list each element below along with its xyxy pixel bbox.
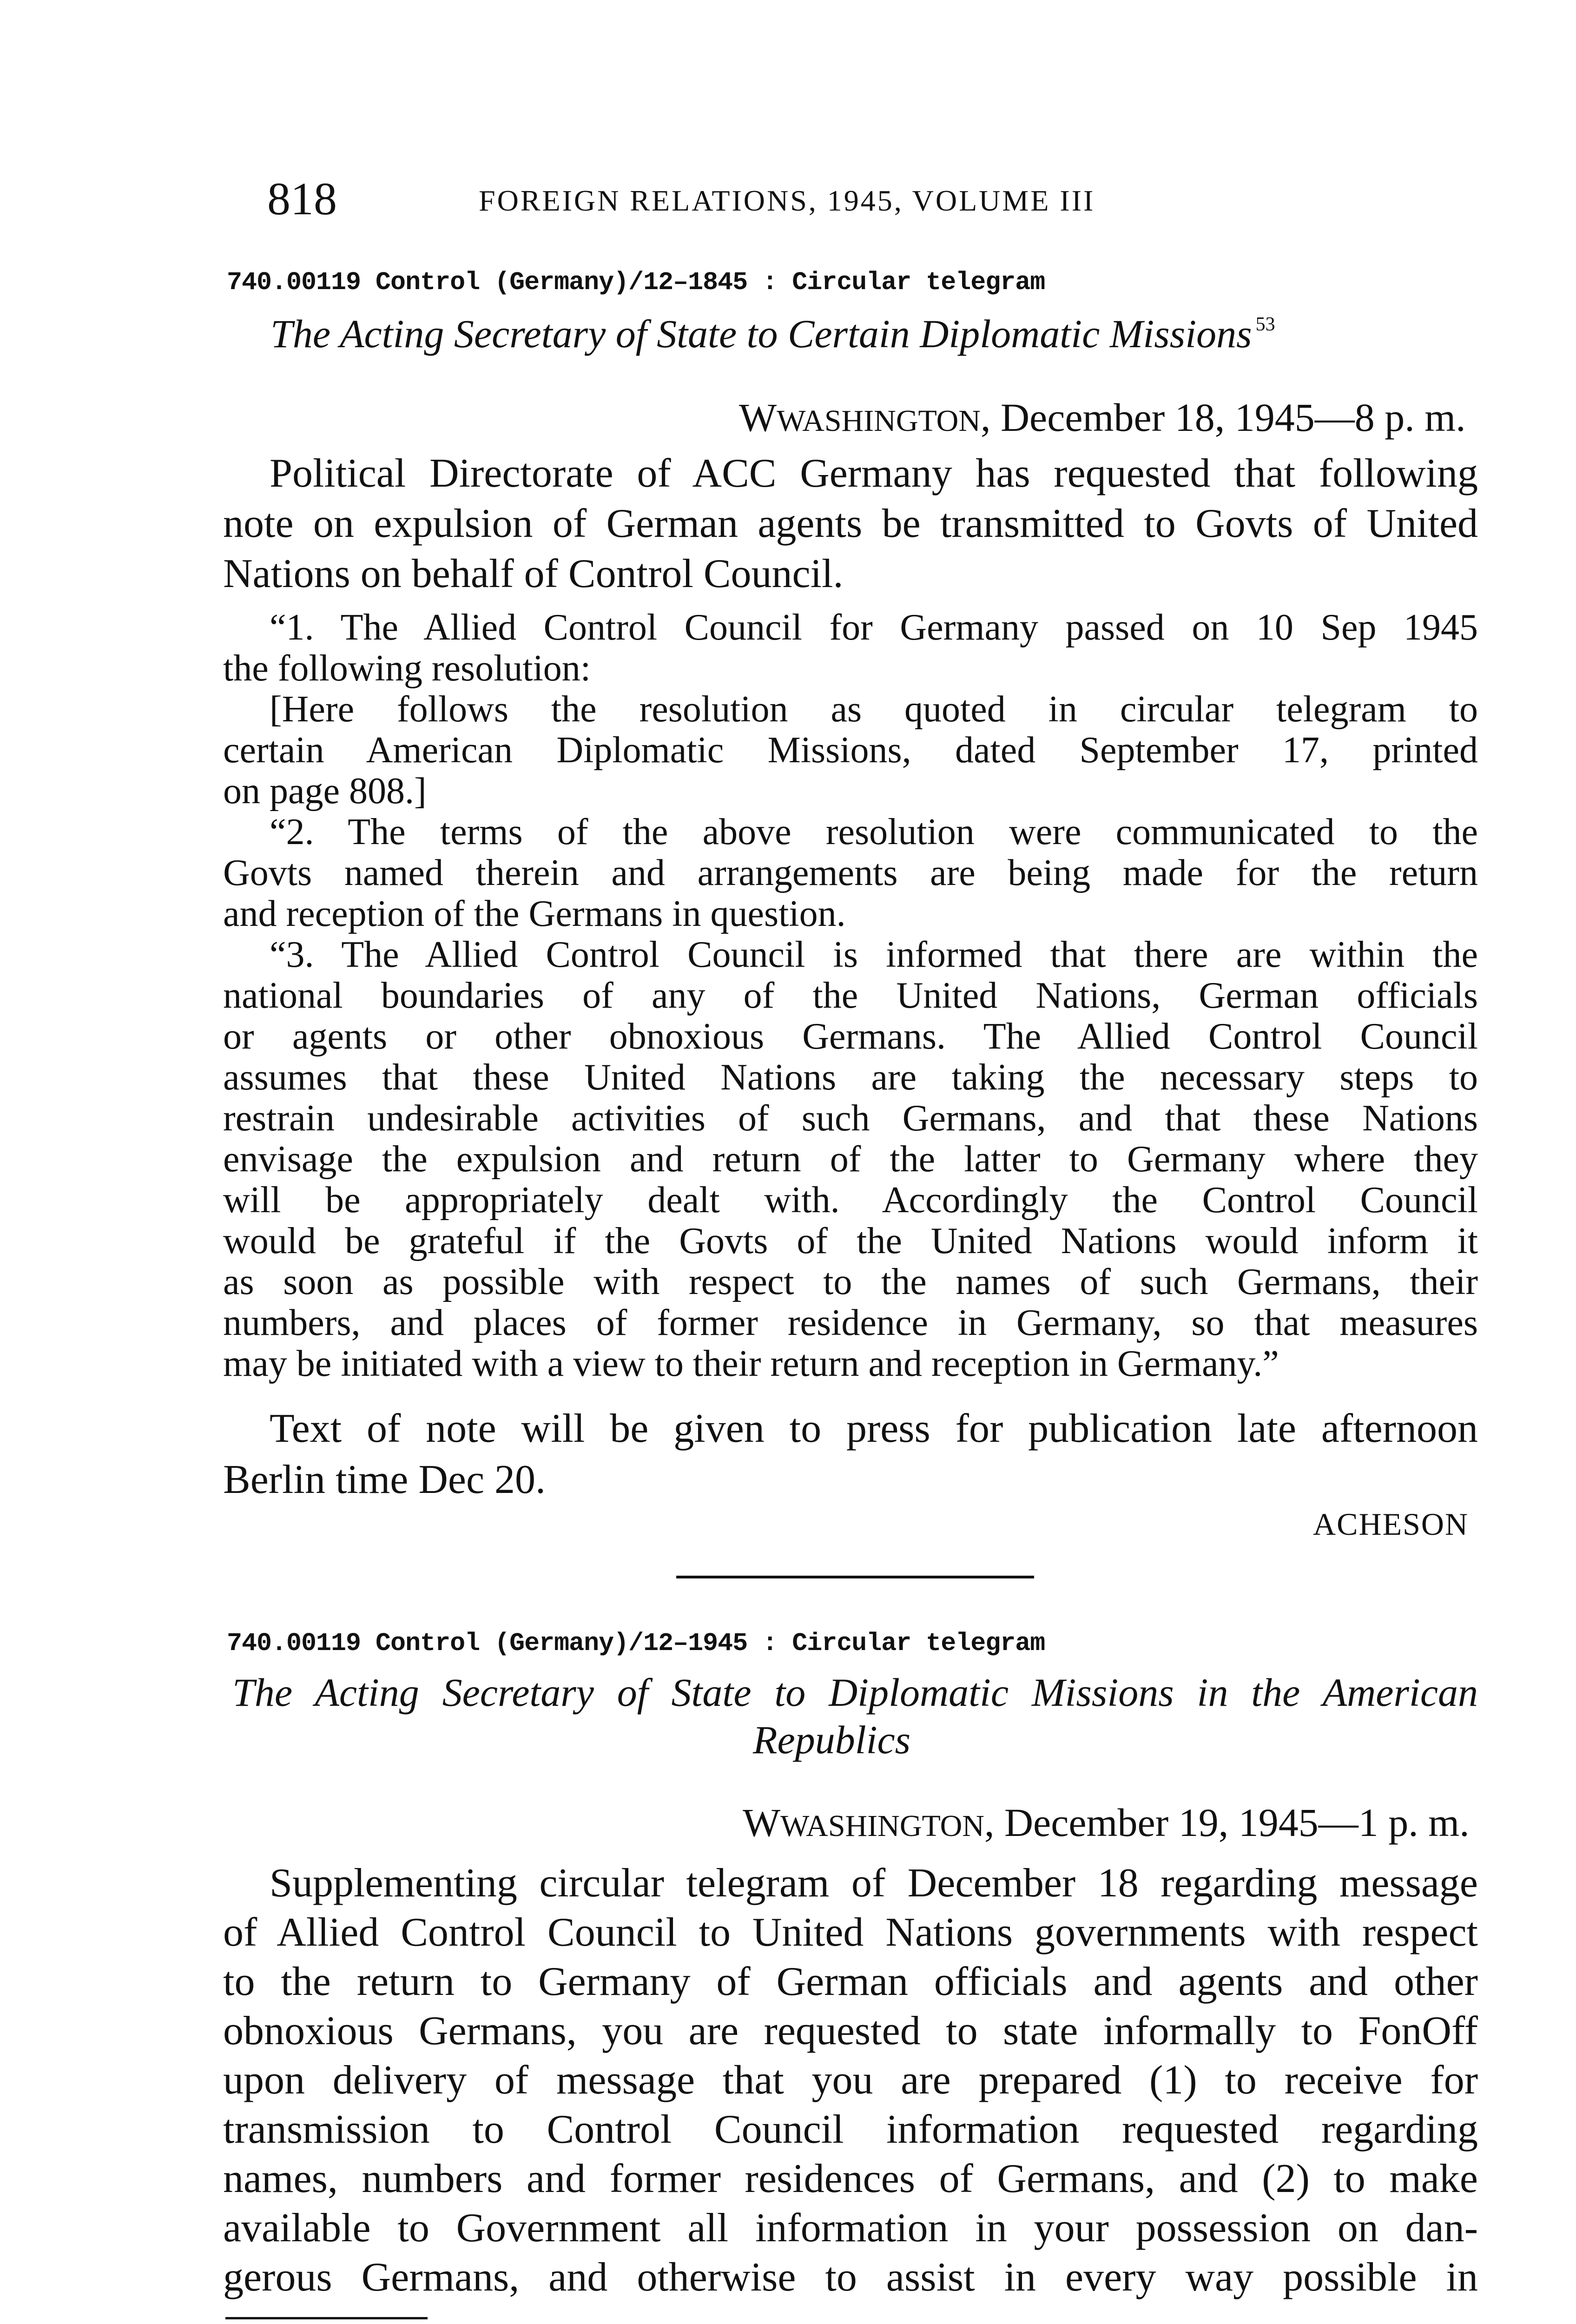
doc1-title — [270, 311, 1275, 356]
doc1-file-reference: 740.00119 Control (Germany)/12–1845 : Circular telegram — [227, 268, 1045, 297]
doc2-dateline-date: , December 19, 1945—1 p. m. — [984, 1800, 1470, 1845]
text-line: “1. The Allied Control Council for Germany passed on 10 Sep 1945 — [270, 607, 1478, 648]
text-line: Supplementing circular telegram of December 18 regarding message — [270, 1861, 1478, 1906]
text-line: the following resolution: — [223, 648, 591, 689]
text-line: would be grateful if the Govts of the United Nations would inform it — [223, 1221, 1478, 1261]
text-line: and reception of the Germans in question. — [223, 893, 846, 934]
text-line: certain American Diplomatic Missions, dated September 17, printed — [223, 730, 1478, 771]
doc1-footnote-marker: 53 — [1255, 314, 1275, 335]
text-line: [Here follows the resolution as quoted in circular telegram to — [270, 689, 1478, 730]
text-line: national boundaries of any of the United Nations, German officials — [223, 975, 1478, 1016]
text-line: transmission to Control Council information requested regarding — [223, 2107, 1478, 2152]
text-line: Nations on behalf of Control Council. — [223, 551, 844, 596]
text-line: obnoxious Germans, you are requested to state informally to FonOff — [223, 2008, 1478, 2053]
doc2-dateline-place: WASHINGTON — [780, 1809, 984, 1843]
text-line: on page 808.] — [223, 771, 427, 812]
text-line: Political Directorate of ACC Germany has requested that following — [270, 451, 1478, 496]
doc1-signature: ACHESON — [1313, 1506, 1469, 1542]
page-number: 818 — [267, 173, 337, 224]
doc1-dateline-place: WASHINGTON — [777, 404, 981, 438]
text-line: of Allied Control Council to United Nations governments with respect — [223, 1910, 1478, 1955]
text-line: available to Government all information in your possession on dan- — [223, 2205, 1478, 2251]
section-divider — [676, 1576, 1034, 1578]
text-line: will be appropriately dealt with. Accordingly the Control Council — [223, 1180, 1478, 1221]
running-title: FOREIGN RELATIONS, 1945, VOLUME III — [479, 184, 1095, 217]
text-line: numbers, and places of former residence in Germany, so that measures — [223, 1302, 1478, 1343]
text-line: or agents or other obnoxious Germans. The Allied Control Council — [223, 1016, 1478, 1057]
text-line: envisage the expulsion and return of the latter to Germany where they — [223, 1139, 1478, 1180]
doc1-title-text: The Acting Secretary of State to Certain Diplomatic Missions — [270, 311, 1252, 356]
doc2-title-line-2: Republics — [753, 1717, 911, 1762]
doc1-dateline-date: , December 18, 1945—8 p. m. — [980, 395, 1466, 440]
text-line: gerous Germans, and otherwise to assist in every way possible in — [223, 2255, 1478, 2300]
footnote-rule — [225, 2317, 428, 2319]
text-line: Govts named therein and arrangements are being made for the return — [223, 852, 1478, 893]
doc2-file-reference: 740.00119 Control (Germany)/12–1945 : Circular telegram — [227, 1629, 1045, 1658]
text-line: may be initiated with a view to their return and reception in Germany.” — [223, 1343, 1279, 1384]
text-line: upon delivery of message that you are prepared (1) to receive for — [223, 2058, 1478, 2103]
text-line: note on expulsion of German agents be transmitted to Govts of United — [223, 501, 1478, 546]
text-line: “2. The terms of the above resolution were communicated to the — [270, 812, 1478, 852]
doc2-title-line-1: The Acting Secretary of State to Diplomatic Missions in the American — [232, 1670, 1478, 1715]
text-line: Berlin time Dec 20. — [223, 1457, 546, 1502]
doc1-dateline: WWASHINGTON, December 18, 1945—8 p. m. — [739, 395, 1466, 440]
text-line: names, numbers and former residences of Germans, and (2) to make — [223, 2156, 1478, 2201]
text-line: as soon as possible with respect to the names of such Germans, their — [223, 1261, 1478, 1302]
doc2-dateline: WWASHINGTON, December 19, 1945—1 p. m. — [743, 1800, 1470, 1845]
text-line: Text of note will be given to press for publication late afternoon — [270, 1406, 1478, 1451]
text-line: “3. The Allied Control Council is informed that there are within the — [270, 934, 1478, 975]
text-line: restrain undesirable activities of such Germans, and that these Nations — [223, 1098, 1478, 1139]
text-line: to the return to Germany of German officials and agents and other — [223, 1959, 1478, 2004]
text-line: assumes that these United Nations are taking the necessary steps to — [223, 1057, 1478, 1098]
